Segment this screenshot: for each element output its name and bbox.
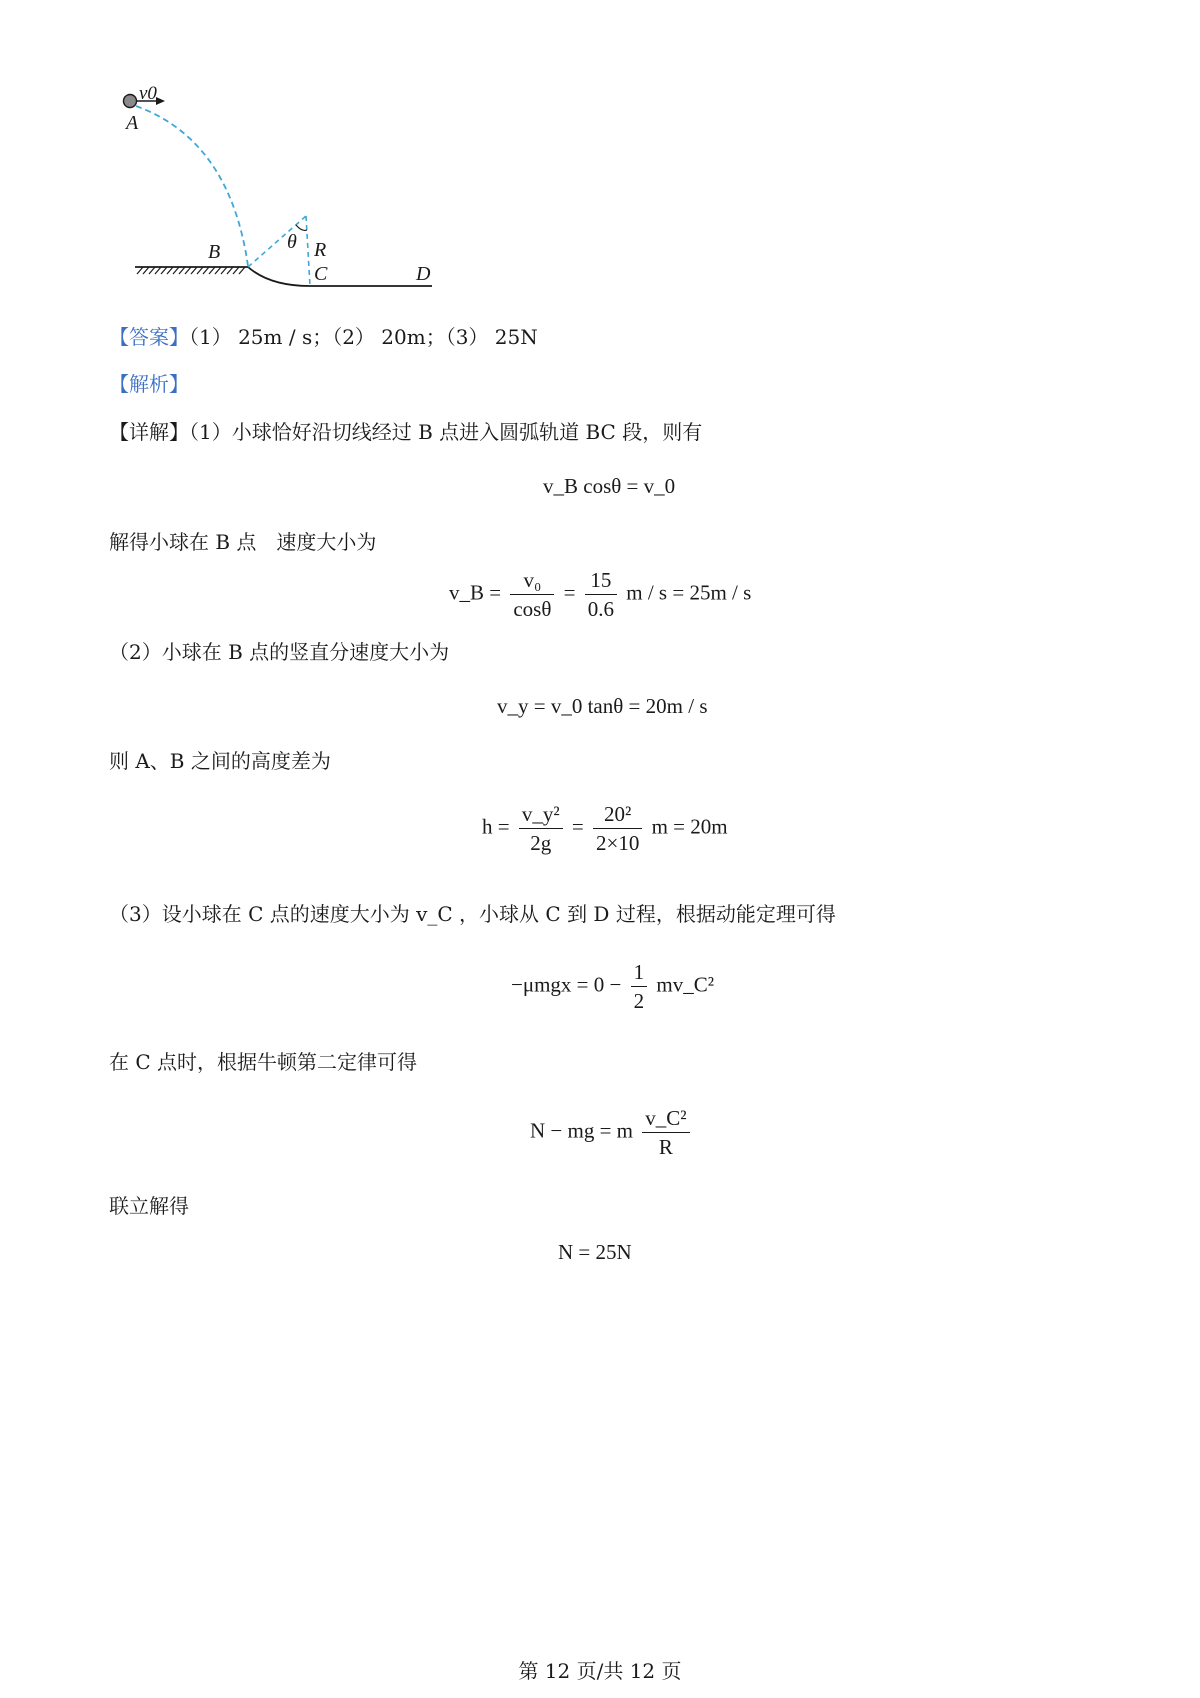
detail-p4: 则 A、B 之间的高度差为 — [109, 749, 331, 773]
trajectory-path — [136, 106, 248, 266]
detail-p2: 解得小球在 B 点 速度大小为 — [109, 530, 377, 554]
detail-p6: 在 C 点时，根据牛顿第二定律可得 — [109, 1050, 418, 1074]
answer-line — [109, 323, 538, 351]
velocity-arrowhead — [156, 97, 165, 105]
arc-bc — [248, 267, 310, 286]
label-v0: v0 — [139, 83, 157, 104]
label-d: D — [416, 263, 431, 285]
eq4-frac-2: $\frac{\text{20²}}{2\times 10}$ — [593, 800, 642, 857]
label-a: A — [126, 112, 139, 134]
radius-ob — [248, 216, 306, 267]
detail-p1 — [109, 418, 702, 446]
eq6-frac: $\frac{\text{v\_C²}}{R}$ — [642, 1104, 689, 1161]
eq5-frac: $\frac{1}{2}$ — [631, 958, 648, 1015]
eq2-frac-1: $\frac{\text{v₀}}{\cos\theta}$ — [510, 566, 554, 623]
equation-5: −μmgx = 0 − $\frac{1}{2}$ mv_C² — [511, 960, 715, 1013]
detail-p3: （2）小球在 B 点的竖直分速度大小为 — [109, 640, 450, 664]
ball-a — [124, 95, 137, 108]
radius-oc — [306, 216, 310, 286]
eq2-frac-2: $\frac{15}{0.6}$ — [585, 566, 617, 623]
page-footer: 第 12 页/共 12 页 — [518, 1659, 682, 1683]
detail-p5: （3）设小球在 C 点的速度大小为 v_C ，小球从 C 到 D 过程，根据动能定理可得 — [109, 902, 836, 926]
answer-tag: 【答案】 — [109, 325, 189, 349]
eq2-right: m / s = 25m / s — [626, 580, 752, 605]
equation-1: v_B cosθ = v_0 — [543, 474, 676, 498]
eq2-left: v_B = — [449, 580, 502, 605]
answer-text: （1） 25m / s；（2） 20m；（3） 25N — [189, 325, 538, 349]
label-theta: θ — [287, 231, 297, 253]
angle-arc — [296, 225, 307, 230]
analysis-line — [109, 370, 189, 398]
analysis-tag: 【解析】 — [109, 372, 189, 396]
equation-3: v_y = v_0 tanθ = 20m / s — [497, 694, 708, 718]
equation-6: N − mg = m $\frac{\text{v\_C²}}{R}$ — [530, 1104, 694, 1161]
eq4-frac-1: $\frac{\text{v\_y²}}{2g}$ — [519, 800, 563, 857]
label-c: C — [314, 263, 328, 285]
ground-hatch — [137, 267, 245, 274]
detail-p1-text: （1）小球恰好沿切线经过 B 点进入圆弧轨道 BC 段，则有 — [189, 420, 703, 444]
projectile-figure — [110, 80, 440, 310]
label-b: B — [208, 241, 221, 263]
equation-2: v_B = $\frac{\text{v₀}}{\cos\theta}$ = $\frac{15}{0.6}$ m / s = 25m / s — [449, 568, 752, 621]
equation-4: h = $\frac{\text{v\_y²}}{2g}$ = $\frac{\text{20²}}{2\times 10}$ m = 20m — [482, 802, 728, 855]
equation-7: N = 25N — [558, 1240, 632, 1264]
detail-p7: 联立解得 — [109, 1194, 189, 1218]
label-r: R — [314, 239, 327, 261]
detail-tag: 【详解】 — [109, 420, 189, 444]
